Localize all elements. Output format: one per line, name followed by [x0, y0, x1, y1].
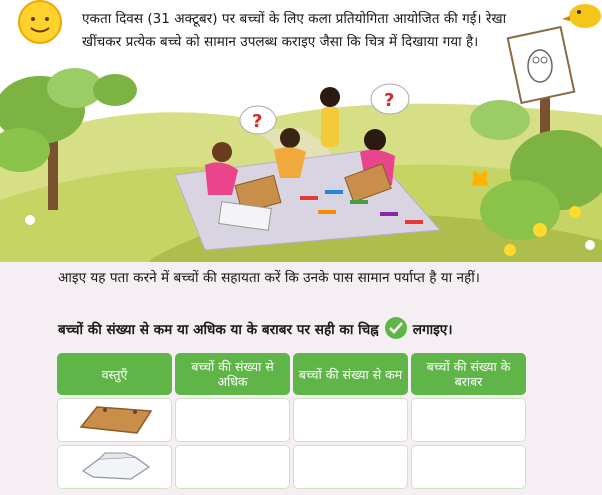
item-cell — [57, 398, 172, 442]
intro-text: आइए यह पता करने में बच्चों की सहायता करें कि उनके पास सामान पर्याप्त है या नहीं। — [58, 270, 480, 286]
thought-bubble-icon — [240, 106, 276, 134]
header-items: वस्तुएँ — [57, 353, 172, 395]
tick-cell-more[interactable] — [175, 445, 290, 489]
paper-sheet-icon — [75, 447, 155, 483]
story-text: एकता दिवस (31 अक्टूबर) पर बच्चों के लिए कला प्रतियोगिता आयोजित की गई। रेखा खींचकर प्रत्येक बच्चे को सामान उपलब्ध कराइए जैसा कि चित्र में दिखाया गया है। — [82, 11, 507, 50]
table-row — [57, 445, 526, 489]
activity-panel — [0, 262, 602, 495]
tick-cell-more[interactable] — [175, 398, 290, 442]
instruction-text — [58, 317, 452, 339]
item-cell — [57, 445, 172, 489]
child-figure — [320, 87, 340, 147]
tick-cell-equal[interactable] — [411, 398, 526, 442]
instruction-before: बच्चों की संख्या से कम या अधिक या के बराबर पर सही का चिह्न — [58, 321, 379, 338]
header-equal: बच्चों की संख्या के बराबर — [411, 353, 526, 395]
table-row — [57, 398, 526, 442]
tick-cell-equal[interactable] — [411, 445, 526, 489]
header-less: बच्चों की संख्या से कम — [293, 353, 408, 395]
tick-cell-less[interactable] — [293, 445, 408, 489]
thought-bubble-icon — [371, 84, 409, 114]
question-mark: ? — [384, 90, 395, 111]
instruction-after: लगाइए। — [412, 321, 453, 338]
comparison-table — [54, 350, 529, 492]
tick-cell-less[interactable] — [293, 398, 408, 442]
drawing-board-icon — [75, 401, 155, 435]
question-mark: ? — [252, 111, 263, 132]
header-more: बच्चों की संख्या से अधिक — [175, 353, 290, 395]
check-circle-icon — [385, 317, 407, 339]
sun-icon — [19, 1, 61, 43]
